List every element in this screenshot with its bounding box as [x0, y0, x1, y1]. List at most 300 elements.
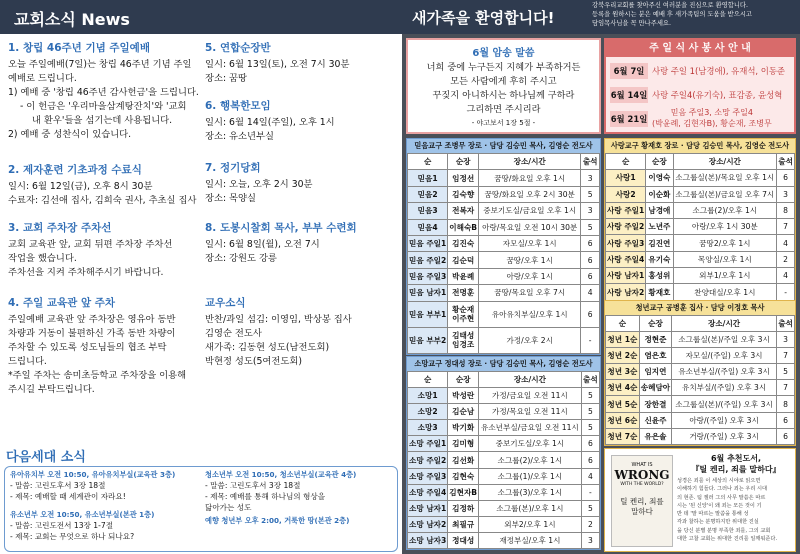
love-table-grid [605, 153, 795, 301]
table-cell: 거랑/(주일) 오후 3시 [672, 428, 777, 444]
table-row [606, 396, 795, 412]
table-cell: 3 [581, 203, 600, 219]
column-header: 순 [606, 154, 646, 170]
meal-title: 주 일 식 사 봉 사 안 내 [606, 40, 794, 57]
news-line: 차량과 거동이 불편하신 가족 동반 차량이 [8, 328, 176, 339]
table-cell: 유치부실/(주일) 오후 3시 [672, 380, 777, 396]
left-header [0, 0, 402, 34]
table-cell: 김숙향 [448, 186, 479, 202]
book-cover-small: WHAT IS [631, 462, 653, 468]
table-cell: 유아유치부실/오후 1시 [479, 301, 581, 327]
table-row [606, 219, 795, 235]
table-cell: 믿음4 [408, 219, 448, 235]
next-gen-head: 청소년부 오전 10:50, 청소년부실(교육관 4층) [205, 470, 357, 479]
table-row [408, 268, 600, 284]
faith-table-grid [407, 153, 600, 354]
table-cell: 4 [581, 285, 600, 301]
welcome-line: 강북우리교회를 찾아주신 여러분을 진심으로 환영합니다. [592, 2, 748, 9]
table-cell: 믿음 남자1 [408, 285, 448, 301]
book-description [677, 477, 795, 543]
news-line: 반찬/과일 섬김: 이영임, 박상봉 집사 [205, 314, 352, 325]
news-item-title: 2. 제자훈련 기초과정 수료식 [8, 164, 142, 176]
table-cell: 사랑 남자1 [606, 268, 646, 284]
news-line: 1) 예배 중 '창립 46주년 감사헌금'을 드립니다. [8, 87, 199, 98]
verse-box [406, 38, 601, 134]
table-header-row [408, 372, 600, 388]
meal-text: 사랑 주일 1(남경애), 유재석, 이동준 [652, 66, 786, 76]
table-row [408, 452, 600, 468]
welcome-line: 등록을 원하시는 분은 예배 후 새가족팀의 도움을 받으시고 [592, 11, 752, 18]
table-cell: 중보기도실/오후 1시 [479, 436, 582, 452]
news-item [205, 98, 335, 144]
table-row [408, 468, 600, 484]
table-cell: 아랑/목요일 오전 10시 30분 [479, 219, 581, 235]
news-item-title: 3. 교회 주차장 주차선 [8, 222, 112, 234]
table-cell: 김진숙 [448, 235, 479, 251]
next-gen-line: - 말씀: 고린도후서 3장 18절 [205, 481, 301, 490]
table-cell: 8 [777, 202, 795, 218]
news-item [205, 160, 313, 206]
table-cell: 아랑/(주일) 오후 3시 [672, 412, 777, 428]
news-line: 주시길 부탁드립니다. [8, 384, 95, 395]
table-cell: 소그룹(본)/오후 1시 [479, 500, 582, 516]
table-title: 소망교구 정대성 장로 · 담당 김승민 목사, 김영순 전도사 [407, 357, 600, 371]
table-cell: 6 [581, 452, 599, 468]
table-cell: 청년 1순 [606, 332, 640, 348]
news-line: 일시: 6월 12일(금), 오후 8시 30분 [8, 181, 153, 192]
table-title: 믿음교구 조병무 장로 · 담당 김승민 목사, 김영순 전도사 [407, 139, 600, 153]
next-gen-section [0, 444, 402, 554]
table-cell: 6 [777, 412, 795, 428]
news-line: 새가족: 김동현 성도(남전도회) [205, 342, 330, 353]
hope-table-grid [407, 371, 600, 549]
table-cell: 꿈땅/화요일 오후 2시 30분 [479, 186, 581, 202]
table-cell: 이순화 [646, 186, 673, 202]
column-header: 순 [408, 154, 448, 170]
column-header: 순 [606, 316, 640, 332]
table-cell: 믿음3 [408, 203, 448, 219]
faith-district-table [406, 138, 601, 355]
table-row [408, 388, 600, 404]
news-line: 일시: 6월 14일(주일), 오후 1시 [205, 117, 335, 128]
next-gen-line: - 제목: 예배를 통해 하나님의 형상을 [205, 492, 326, 501]
column-header: 순장 [639, 316, 671, 332]
table-cell: 4 [581, 468, 599, 484]
verse-line: 꾸짖지 아니하시는 하나님께 구하라 [432, 90, 575, 101]
next-gen-col [205, 470, 395, 526]
column-header: 장소/시간 [479, 154, 581, 170]
table-cell: 청년 6순 [606, 412, 640, 428]
hope-district-table [406, 356, 601, 550]
table-cell: 소망 주일1 [408, 436, 448, 452]
table-cell: 청년 3순 [606, 364, 640, 380]
table-row [606, 412, 795, 428]
next-gen-title: 다음세대 소식 [6, 450, 86, 465]
table-cell: 홍성위 [646, 268, 673, 284]
table-row [408, 516, 600, 532]
book-cover-korean: 틸 켄리, 죄를 말하다 [620, 497, 664, 516]
news-item-title: 1. 창립 46주년 기념 주일예배 [8, 42, 150, 54]
table-cell: 정대성 [448, 532, 479, 548]
table-cell: 4 [777, 268, 795, 284]
verse-title: 6월 암송 말씀 [472, 48, 535, 59]
table-cell: 5 [581, 219, 600, 235]
meal-date: 6월 14일 [610, 87, 648, 103]
table-cell: 임지연 [639, 364, 671, 380]
table-cell: 신윤주 [639, 412, 671, 428]
table-header-row [606, 316, 795, 332]
table-cell: 아랑/오후 1시 30분 [673, 219, 777, 235]
table-cell: 소망 주일3 [408, 468, 448, 484]
table-cell: 청년 4순 [606, 380, 640, 396]
news-item [205, 40, 349, 86]
book-line: 이해하기 힘들다. 그러나 죄는 우리 시대 [677, 486, 768, 493]
table-cell: 유기숙 [646, 251, 673, 267]
book-line: 대한 고찰 교회는 위대한 진리를 일깨워준다. [677, 536, 778, 543]
news-line: 장소: 목양실 [205, 193, 256, 204]
table-row [606, 268, 795, 284]
book-cover-sub: WITH THE WORLD? [620, 482, 664, 487]
table-cell: - [581, 327, 600, 353]
table-header-row [606, 154, 795, 170]
table-cell: 이해숙B [448, 219, 479, 235]
table-row [408, 532, 600, 548]
table-cell: 6 [581, 436, 599, 452]
welcome-line: 담임목사님을 꼭 만나주세요. [592, 20, 671, 27]
table-cell: 사랑2 [606, 186, 646, 202]
table-cell: 염은호 [639, 348, 671, 364]
verse-line: 그리하면 주시리라 [466, 104, 541, 115]
table-cell: 김순덕 [448, 252, 479, 268]
table-cell: 유소년부실/(주일) 오후 3시 [672, 364, 777, 380]
news-item-title: 5. 연합순장반 [205, 42, 271, 54]
table-row [408, 404, 600, 420]
table-cell: 소그룹실(본)/목요일 오후 1시 [673, 170, 777, 186]
news-line: 장소: 강원도 강릉 [205, 253, 277, 264]
table-cell: 송혜담아 [639, 380, 671, 396]
news-line: 주차선을 지켜 주차해주시기 바랍니다. [8, 267, 164, 278]
table-cell: 황순재 이주현 [448, 301, 479, 327]
table-cell: 꿈땅2/오후 1시 [673, 235, 777, 251]
table-row [408, 484, 600, 500]
table-cell: 6 [777, 428, 795, 444]
table-cell: 외부2/오후 1시 [479, 516, 582, 532]
column-header: 장소/시간 [479, 372, 582, 388]
table-cell: 남경애 [646, 202, 673, 218]
table-cell: 최필규 [448, 516, 479, 532]
table-cell: 4 [777, 235, 795, 251]
table-row [606, 380, 795, 396]
table-cell: 찬양대실/오후 1시 [673, 284, 777, 300]
book-section [604, 448, 796, 552]
table-cell: 6 [581, 301, 600, 327]
table-cell: 김현자B [448, 484, 479, 500]
news-line: 일시: 6월 13일(토), 오전 7시 30분 [205, 59, 350, 70]
right-header-title: 새가족을 환영합니다! [412, 9, 555, 27]
table-cell: 아랑/오후 1시 [479, 268, 581, 284]
news-item-title: 6. 행복한모임 [205, 100, 271, 112]
table-cell: 박기화 [448, 420, 479, 436]
table-cell: 소망1 [408, 388, 448, 404]
news-line: 오늘 주일예배(7일)는 창립 46주년 기념 주일 [8, 59, 192, 70]
table-row [606, 428, 795, 444]
table-cell: 가정/오후 2시 [479, 327, 581, 353]
news-line: 수료자: 김선애 집사, 김희숙 권사, 추초실 집사 [8, 195, 197, 206]
table-cell: 믿음 부부2 [408, 327, 448, 353]
table-row [606, 202, 795, 218]
table-cell: 황재호 [646, 284, 673, 300]
table-row [408, 186, 600, 202]
table-cell: 김태성 임경조 [448, 327, 479, 353]
youth-table-grid [605, 315, 795, 445]
book-heading [677, 453, 795, 475]
table-cell: 사랑1 [606, 170, 646, 186]
table-row [606, 364, 795, 380]
book-heading-line: 6월 추천도서, [710, 454, 762, 463]
meal-text: 믿음 주일3, 소망 주일4 (박윤례, 김현자B), 황순재, 조병무 [652, 108, 772, 128]
meal-box [604, 38, 796, 134]
table-row [408, 252, 600, 268]
book-line: 의 현존. 팀 켈러 그의 사무 말씀은 따르 [677, 494, 766, 501]
table-cell: 믿음 주일2 [408, 252, 448, 268]
table-cell: 3 [581, 532, 599, 548]
table-cell: 3 [581, 170, 600, 186]
news-line: 주차할 수 있도록 성도님들의 협조 부탁 [8, 342, 167, 353]
verse-reference: - 야고보서 1장 5절 - [471, 119, 536, 127]
table-cell: 2 [777, 251, 795, 267]
table-cell: 소망 남자2 [408, 516, 448, 532]
table-cell: 청년 5순 [606, 396, 640, 412]
book-heading-line: 『틸 켄리, 죄를 말하다』 [691, 465, 781, 474]
table-row [408, 285, 600, 301]
table-cell: 가정/목요일 오전 11시 [479, 404, 582, 420]
news-line: - 이 헌금은 '우리마을삼계탕잔치'와 '교회 [20, 101, 187, 112]
table-cell: 7 [777, 380, 795, 396]
news-item [205, 295, 352, 369]
news-line: 교회 교육관 앞, 교회 뒤편 주차장 주차선 [8, 239, 173, 250]
table-row [606, 186, 795, 202]
news-item [205, 220, 357, 266]
table-row [408, 500, 600, 516]
table-row [408, 420, 600, 436]
table-cell: 임정선 [448, 170, 479, 186]
news-item [8, 40, 199, 142]
column-header: 장소/시간 [672, 316, 777, 332]
table-cell: 6 [581, 252, 600, 268]
table-row [408, 327, 600, 353]
table-cell: 장한결 [639, 396, 671, 412]
love-district-table [604, 138, 796, 302]
table-cell: 믿음1 [408, 170, 448, 186]
table-cell: 김현숙 [448, 468, 479, 484]
table-cell: 소그룹(2)/오후 1시 [673, 202, 777, 218]
table-cell: 김정하 [448, 500, 479, 516]
news-item-title: 8. 도봉시찰회 목사, 부부 수련회 [205, 222, 357, 234]
news-line: 박현정 성도(5여전도회) [205, 356, 302, 367]
table-cell: 정현준 [639, 332, 671, 348]
next-gen-col [10, 470, 205, 542]
table-cell: 사랑 남자2 [606, 284, 646, 300]
book-line: 시는 '된 신앙'이 왜 죄는 모든 것이 기 [677, 502, 762, 509]
verse-line: 모든 사람에게 후히 주시고 [450, 76, 557, 87]
news-line: *주일 주차는 송미초등학교 주차장을 이용해 [8, 370, 187, 381]
table-cell: 6 [581, 268, 600, 284]
column-header: 순 [408, 372, 448, 388]
news-line: 예배로 드립니다. [8, 73, 77, 84]
meal-date: 6월 7일 [610, 63, 648, 79]
column-header: 출석 [581, 372, 599, 388]
next-gen-line: - 말씀: 고린도전서 13장 1-7절 [10, 521, 114, 530]
table-cell: 사랑 주일2 [606, 219, 646, 235]
table-cell: 청년 2순 [606, 348, 640, 364]
table-cell: 김순남 [448, 404, 479, 420]
table-row [408, 436, 600, 452]
next-gen-line: - 제목: 교회는 무엇으로 하나 되나요? [10, 532, 135, 541]
table-cell: 3 [777, 186, 795, 202]
table-header-row [408, 154, 600, 170]
table-cell: 소그룹실(본)/(주일) 오후 3시 [672, 396, 777, 412]
table-cell: 소망 주일2 [408, 452, 448, 468]
column-header: 출석 [777, 154, 795, 170]
verse-line: 너희 중에 누구든지 지혜가 부족하거든 [426, 62, 581, 73]
column-header: 순장 [448, 154, 479, 170]
news-line: 일시: 오늘, 오후 2시 30분 [205, 179, 313, 190]
news-line: 작업을 했습니다. [8, 253, 77, 264]
news-line: 내 환우'들을 섬기는데 사용됩니다. [32, 115, 173, 126]
news-item-title: 7. 정기당회 [205, 162, 261, 174]
next-gen-line: 닮아가는 성도 [205, 503, 252, 512]
column-header: 출석 [581, 154, 600, 170]
table-cell: 5 [581, 186, 600, 202]
table-cell: 꿈땅/화요일 오후 1시 [479, 170, 581, 186]
table-cell: - [777, 284, 795, 300]
news-line: 김영순 전도사 [205, 328, 262, 339]
table-cell: - [581, 484, 599, 500]
table-cell: 유은솔 [639, 428, 671, 444]
news-line: 주일예배 교육관 앞 주차장은 영유아 동반 [8, 314, 176, 325]
left-header-title: 교회소식 News [14, 10, 130, 29]
meal-row [610, 61, 792, 81]
next-gen-line: - 말씀: 고린도후서 3장 18절 [10, 481, 106, 490]
table-cell: 전복자 [448, 203, 479, 219]
table-row [606, 170, 795, 186]
table-cell: 이영숙 [646, 170, 673, 186]
table-cell: 믿음 부부1 [408, 301, 448, 327]
table-cell: 박윤례 [448, 268, 479, 284]
table-cell: 8 [777, 396, 795, 412]
table-row [606, 332, 795, 348]
table-cell: 6 [777, 170, 795, 186]
table-cell: 5 [581, 388, 599, 404]
table-cell: 청년 7순 [606, 428, 640, 444]
table-cell: 목양실/오후 1시 [673, 251, 777, 267]
book-cover [611, 455, 673, 547]
table-cell: 노년주 [646, 219, 673, 235]
book-line: 을 당신 분별 분명 부족한 죄를, 그의 교회 [677, 527, 771, 534]
table-cell: 꿈땅/오후 1시 [479, 252, 581, 268]
book-line: 반 데 '말 따르는 말씀을 통해 성 [677, 511, 749, 518]
news-line: 드립니다. [8, 356, 47, 367]
table-cell: 자모실/오후 1시 [479, 235, 581, 251]
table-cell: 김진연 [646, 235, 673, 251]
next-gen-head: 유아유치부 오전 10:50, 유아유치부실(교육관 3층) [10, 470, 176, 479]
table-cell: 김선화 [448, 452, 479, 468]
table-cell: 가정/금요일 오전 11시 [479, 388, 582, 404]
table-title: 사랑교구 황재호 장로 · 담당 김승민 목사, 김영순 전도사 [605, 139, 795, 153]
table-cell: 소망2 [408, 404, 448, 420]
news-line: 일시: 6월 8일(월), 오전 7시 [205, 239, 320, 250]
youth-district-table [604, 300, 796, 446]
news-line: 장소: 유소년부실 [205, 131, 274, 142]
table-cell: 소망3 [408, 420, 448, 436]
welcome-text [592, 1, 798, 28]
meal-row [610, 85, 792, 105]
table-cell: 믿음2 [408, 186, 448, 202]
book-cover-title: WRONG [614, 468, 670, 482]
table-cell: 소그룹(1)/오후 1시 [479, 468, 582, 484]
table-row [606, 251, 795, 267]
next-gen-head: 유소년부 오전 10:50, 유소년부실(본관 1층) [10, 510, 155, 519]
right-header [402, 0, 800, 34]
table-cell: 소그룹(2)/오후 1시 [479, 452, 582, 468]
book-line: 성경은 죄를 이 세상의 시야로 읽으면 [677, 478, 761, 484]
table-row [408, 219, 600, 235]
table-cell: 2 [581, 516, 599, 532]
meal-text: 사랑 주일4(유기숙), 표감종, 윤성혁 [652, 90, 783, 100]
next-gen-line: - 제목: 예배할 때 세계관이 자라요! [10, 492, 126, 501]
table-cell: 사랑 주일3 [606, 235, 646, 251]
table-cell: 소망 남자1 [408, 500, 448, 516]
table-cell: 5 [581, 500, 599, 516]
table-row [606, 348, 795, 364]
table-cell: 7 [777, 219, 795, 235]
table-row [606, 284, 795, 300]
table-cell: 자모실/(주일) 오후 3시 [672, 348, 777, 364]
table-cell: 7 [777, 348, 795, 364]
table-cell: 사랑 주일4 [606, 251, 646, 267]
table-title: 청년교구 공병훈 집사 · 담당 이정호 목사 [605, 301, 795, 315]
table-cell: 5 [777, 364, 795, 380]
table-row [606, 235, 795, 251]
table-cell: 소망 남자3 [408, 532, 448, 548]
news-item [8, 220, 172, 280]
table-cell: 소망 주일4 [408, 484, 448, 500]
news-item [8, 162, 196, 208]
next-gen-box [4, 466, 398, 552]
table-row [408, 170, 600, 186]
table-cell: 꿈땅/목요일 오후 7시 [479, 285, 581, 301]
table-cell: 6 [581, 235, 600, 251]
column-header: 순장 [646, 154, 673, 170]
meal-row [610, 107, 792, 133]
table-cell: 3 [777, 332, 795, 348]
news-item [8, 295, 186, 397]
table-cell: 전명훈 [448, 285, 479, 301]
table-cell: 중보기도실/금요일 오후 1시 [479, 203, 581, 219]
column-header: 장소/시간 [673, 154, 777, 170]
table-cell: 소그룹실(본)/금요일 오후 7시 [673, 186, 777, 202]
table-cell: 유소년부실/금요일 오전 11시 [479, 420, 582, 436]
table-cell: 사랑 주일1 [606, 202, 646, 218]
table-row [408, 235, 600, 251]
news-line: 2) 예배 중 성찬식이 있습니다. [8, 129, 132, 140]
column-header: 출석 [777, 316, 795, 332]
table-cell: 5 [581, 420, 599, 436]
table-cell: 재정부실/오후 1시 [479, 532, 582, 548]
table-cell: 소그룹(3)/오후 1시 [479, 484, 582, 500]
book-line: 각과 찰하는 분명하지만 위대한 진실 [677, 519, 759, 526]
table-cell: 5 [581, 404, 599, 420]
